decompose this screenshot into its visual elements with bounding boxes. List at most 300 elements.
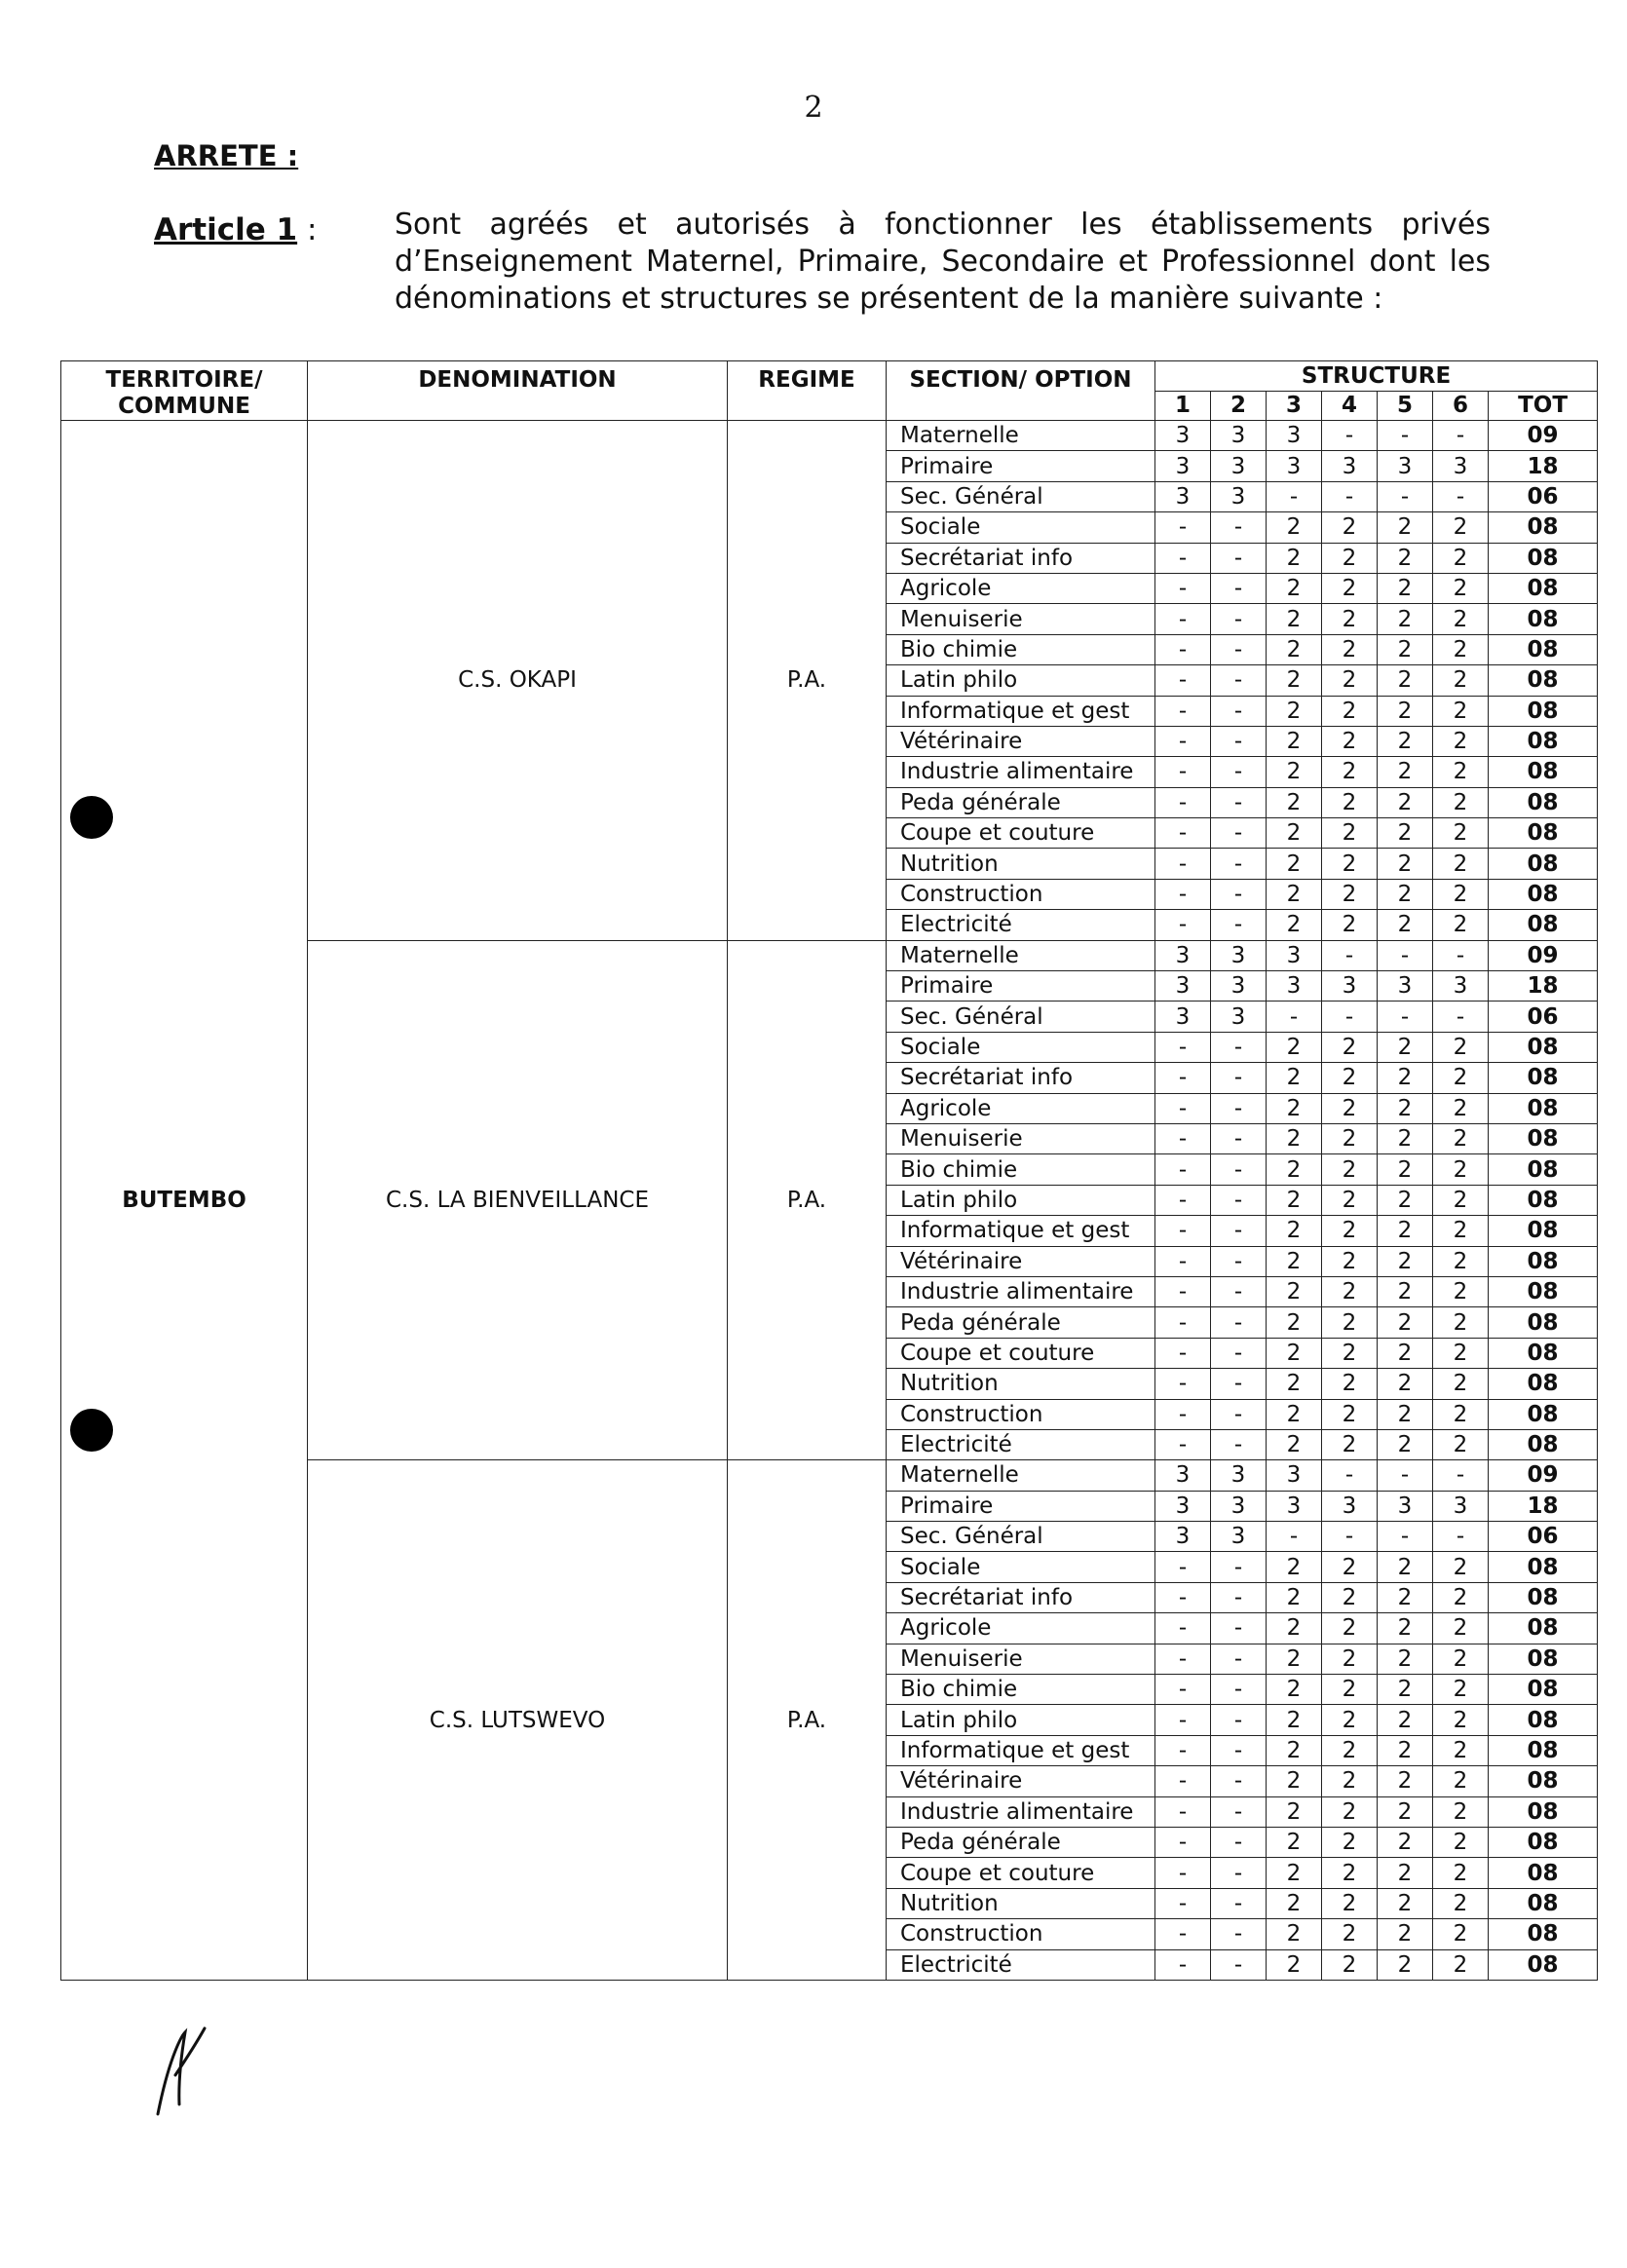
year-3-cell: 2 xyxy=(1267,1185,1322,1215)
total-cell: 08 xyxy=(1489,1123,1598,1153)
year-3-cell: 2 xyxy=(1267,1123,1322,1153)
option-cell: Nutrition xyxy=(887,849,1155,879)
year-4-cell: 2 xyxy=(1322,1123,1378,1153)
year-6-cell: 2 xyxy=(1433,1735,1489,1765)
year-4-cell: 2 xyxy=(1322,1796,1378,1827)
year-2-cell: - xyxy=(1211,1827,1267,1857)
year-1-cell: - xyxy=(1155,634,1211,664)
year-4-cell: 2 xyxy=(1322,757,1378,787)
total-cell: 08 xyxy=(1489,1032,1598,1062)
option-cell: Informatique et gest xyxy=(887,1735,1155,1765)
option-cell: Secrétariat info xyxy=(887,543,1155,573)
year-6-cell: 2 xyxy=(1433,634,1489,664)
year-2-cell: 3 xyxy=(1211,1460,1267,1491)
total-cell: 08 xyxy=(1489,1827,1598,1857)
year-3-cell: 2 xyxy=(1267,818,1322,849)
year-4-cell: 2 xyxy=(1322,1949,1378,1980)
year-5-cell: 2 xyxy=(1378,726,1433,756)
year-5-cell: 2 xyxy=(1378,757,1433,787)
year-6-cell: 2 xyxy=(1433,1766,1489,1796)
year-3-cell: 2 xyxy=(1267,1307,1322,1338)
option-cell: Vétérinaire xyxy=(887,1246,1155,1276)
year-3-cell: 2 xyxy=(1267,573,1322,603)
year-6-cell: 2 xyxy=(1433,1827,1489,1857)
total-cell: 08 xyxy=(1489,1338,1598,1368)
option-cell: Nutrition xyxy=(887,1369,1155,1399)
year-6-cell: 2 xyxy=(1433,757,1489,787)
year-4-cell: 3 xyxy=(1322,1491,1378,1521)
year-1-cell: 3 xyxy=(1155,1522,1211,1552)
school-name-cell: C.S. LUTSWEVO xyxy=(308,1460,728,1981)
header-territoire: TERRITOIRE/ COMMUNE xyxy=(61,361,308,421)
year-6-cell: 2 xyxy=(1433,573,1489,603)
total-cell: 08 xyxy=(1489,1154,1598,1185)
year-6-cell: 2 xyxy=(1433,1888,1489,1918)
year-5-cell: 2 xyxy=(1378,1613,1433,1644)
year-5-cell: 2 xyxy=(1378,787,1433,817)
year-3-cell: 2 xyxy=(1267,910,1322,940)
total-cell: 09 xyxy=(1489,421,1598,451)
header-year-2: 2 xyxy=(1211,391,1267,421)
year-3-cell: 2 xyxy=(1267,757,1322,787)
year-2-cell: - xyxy=(1211,573,1267,603)
year-1-cell: - xyxy=(1155,849,1211,879)
regime-cell: P.A. xyxy=(728,421,887,941)
year-6-cell: 2 xyxy=(1433,1644,1489,1674)
year-4-cell: 2 xyxy=(1322,1369,1378,1399)
year-5-cell: - xyxy=(1378,1460,1433,1491)
school-name-cell: C.S. LA BIENVEILLANCE xyxy=(308,940,728,1460)
total-cell: 08 xyxy=(1489,604,1598,634)
year-2-cell: 3 xyxy=(1211,451,1267,481)
year-5-cell: 3 xyxy=(1378,971,1433,1002)
option-cell: Secrétariat info xyxy=(887,1582,1155,1612)
year-4-cell: 2 xyxy=(1322,1766,1378,1796)
total-cell: 08 xyxy=(1489,1582,1598,1612)
year-5-cell: 2 xyxy=(1378,1949,1433,1980)
year-3-cell: 2 xyxy=(1267,1582,1322,1612)
year-1-cell: - xyxy=(1155,757,1211,787)
year-3-cell: 2 xyxy=(1267,1338,1322,1368)
option-cell: Nutrition xyxy=(887,1888,1155,1918)
year-4-cell: 2 xyxy=(1322,1888,1378,1918)
year-3-cell: 2 xyxy=(1267,1063,1322,1093)
year-2-cell: 3 xyxy=(1211,1522,1267,1552)
year-1-cell: - xyxy=(1155,1735,1211,1765)
year-4-cell: 2 xyxy=(1322,818,1378,849)
header-year-4: 4 xyxy=(1322,391,1378,421)
total-cell: 08 xyxy=(1489,1552,1598,1582)
year-6-cell: 2 xyxy=(1433,1429,1489,1459)
option-cell: Peda générale xyxy=(887,1827,1155,1857)
option-cell: Menuiserie xyxy=(887,604,1155,634)
total-cell: 06 xyxy=(1489,481,1598,511)
option-cell: Primaire xyxy=(887,451,1155,481)
year-1-cell: - xyxy=(1155,1644,1211,1674)
year-1-cell: - xyxy=(1155,726,1211,756)
total-cell: 08 xyxy=(1489,1216,1598,1246)
year-4-cell: - xyxy=(1322,421,1378,451)
year-4-cell: 2 xyxy=(1322,1675,1378,1705)
year-1-cell: - xyxy=(1155,1063,1211,1093)
total-cell: 08 xyxy=(1489,1613,1598,1644)
year-1-cell: - xyxy=(1155,1216,1211,1246)
year-2-cell: - xyxy=(1211,1154,1267,1185)
year-1-cell: 3 xyxy=(1155,421,1211,451)
year-3-cell: 3 xyxy=(1267,451,1322,481)
total-cell: 08 xyxy=(1489,543,1598,573)
option-cell: Agricole xyxy=(887,573,1155,603)
total-cell: 08 xyxy=(1489,849,1598,879)
year-5-cell: 2 xyxy=(1378,1675,1433,1705)
header-tot: TOT xyxy=(1489,391,1598,421)
year-5-cell: 2 xyxy=(1378,1644,1433,1674)
total-cell: 08 xyxy=(1489,1185,1598,1215)
year-4-cell: 2 xyxy=(1322,573,1378,603)
total-cell: 08 xyxy=(1489,787,1598,817)
year-5-cell: 2 xyxy=(1378,1185,1433,1215)
year-3-cell: 2 xyxy=(1267,1705,1322,1735)
year-4-cell: 2 xyxy=(1322,665,1378,696)
year-5-cell: 2 xyxy=(1378,1063,1433,1093)
year-5-cell: 2 xyxy=(1378,1796,1433,1827)
year-6-cell: 2 xyxy=(1433,1675,1489,1705)
year-1-cell: - xyxy=(1155,1369,1211,1399)
year-1-cell: 3 xyxy=(1155,940,1211,970)
year-2-cell: - xyxy=(1211,849,1267,879)
year-3-cell: 3 xyxy=(1267,1460,1322,1491)
year-1-cell: 3 xyxy=(1155,481,1211,511)
year-4-cell: 2 xyxy=(1322,1154,1378,1185)
year-4-cell: 2 xyxy=(1322,787,1378,817)
year-6-cell: 2 xyxy=(1433,1093,1489,1123)
year-5-cell: - xyxy=(1378,1522,1433,1552)
year-4-cell: 2 xyxy=(1322,849,1378,879)
year-1-cell: - xyxy=(1155,1796,1211,1827)
year-2-cell: 3 xyxy=(1211,971,1267,1002)
option-cell: Industrie alimentaire xyxy=(887,757,1155,787)
year-3-cell: 3 xyxy=(1267,1491,1322,1521)
option-cell: Menuiserie xyxy=(887,1123,1155,1153)
year-2-cell: - xyxy=(1211,910,1267,940)
year-3-cell: 2 xyxy=(1267,1399,1322,1429)
option-cell: Maternelle xyxy=(887,421,1155,451)
year-5-cell: 2 xyxy=(1378,1093,1433,1123)
option-cell: Latin philo xyxy=(887,1185,1155,1215)
header-year-5: 5 xyxy=(1378,391,1433,421)
total-cell: 08 xyxy=(1489,1735,1598,1765)
year-2-cell: - xyxy=(1211,634,1267,664)
year-3-cell: 3 xyxy=(1267,971,1322,1002)
year-5-cell: 2 xyxy=(1378,1766,1433,1796)
year-5-cell: - xyxy=(1378,1002,1433,1032)
year-2-cell: - xyxy=(1211,1888,1267,1918)
article-colon: : xyxy=(297,212,318,247)
year-2-cell: - xyxy=(1211,1276,1267,1306)
year-3-cell: 2 xyxy=(1267,1246,1322,1276)
year-3-cell: 3 xyxy=(1267,940,1322,970)
year-4-cell: 2 xyxy=(1322,1644,1378,1674)
year-3-cell: 2 xyxy=(1267,1369,1322,1399)
option-cell: Sec. Général xyxy=(887,1522,1155,1552)
option-cell: Electricité xyxy=(887,1429,1155,1459)
option-cell: Coupe et couture xyxy=(887,1338,1155,1368)
option-cell: Sec. Général xyxy=(887,1002,1155,1032)
year-6-cell: 2 xyxy=(1433,1369,1489,1399)
total-cell: 08 xyxy=(1489,1675,1598,1705)
year-1-cell: - xyxy=(1155,1399,1211,1429)
option-cell: Secrétariat info xyxy=(887,1063,1155,1093)
year-3-cell: 2 xyxy=(1267,604,1322,634)
year-1-cell: 3 xyxy=(1155,1460,1211,1491)
year-3-cell: 2 xyxy=(1267,1216,1322,1246)
option-cell: Maternelle xyxy=(887,1460,1155,1491)
year-2-cell: - xyxy=(1211,1613,1267,1644)
year-3-cell: - xyxy=(1267,1522,1322,1552)
year-1-cell: - xyxy=(1155,1338,1211,1368)
total-cell: 08 xyxy=(1489,818,1598,849)
total-cell: 18 xyxy=(1489,451,1598,481)
option-cell: Informatique et gest xyxy=(887,1216,1155,1246)
year-6-cell: 2 xyxy=(1433,1246,1489,1276)
heading-arrete: ARRETE : xyxy=(154,139,299,172)
year-4-cell: - xyxy=(1322,1522,1378,1552)
year-2-cell: - xyxy=(1211,1399,1267,1429)
territoire-cell: BUTEMBO xyxy=(61,421,308,1981)
year-3-cell: 2 xyxy=(1267,634,1322,664)
regime-cell: P.A. xyxy=(728,1460,887,1981)
year-6-cell: 2 xyxy=(1433,818,1489,849)
year-2-cell: - xyxy=(1211,1919,1267,1949)
year-4-cell: 2 xyxy=(1322,696,1378,726)
year-4-cell: 2 xyxy=(1322,1735,1378,1765)
option-cell: Maternelle xyxy=(887,940,1155,970)
year-1-cell: - xyxy=(1155,1307,1211,1338)
year-1-cell: - xyxy=(1155,1582,1211,1612)
year-4-cell: 2 xyxy=(1322,1919,1378,1949)
year-5-cell: 3 xyxy=(1378,451,1433,481)
option-cell: Primaire xyxy=(887,971,1155,1002)
option-cell: Coupe et couture xyxy=(887,818,1155,849)
year-1-cell: - xyxy=(1155,879,1211,909)
year-6-cell: 2 xyxy=(1433,543,1489,573)
total-cell: 08 xyxy=(1489,1399,1598,1429)
year-1-cell: 3 xyxy=(1155,451,1211,481)
year-4-cell: - xyxy=(1322,481,1378,511)
year-6-cell: 2 xyxy=(1433,1276,1489,1306)
year-2-cell: - xyxy=(1211,1246,1267,1276)
year-6-cell: 2 xyxy=(1433,1154,1489,1185)
year-6-cell: - xyxy=(1433,421,1489,451)
year-1-cell: - xyxy=(1155,1949,1211,1980)
year-2-cell: - xyxy=(1211,1675,1267,1705)
year-4-cell: 2 xyxy=(1322,1705,1378,1735)
header-regime: REGIME xyxy=(728,361,887,421)
year-5-cell: 2 xyxy=(1378,1735,1433,1765)
total-cell: 08 xyxy=(1489,879,1598,909)
year-6-cell: - xyxy=(1433,940,1489,970)
year-3-cell: 2 xyxy=(1267,1552,1322,1582)
year-6-cell: 2 xyxy=(1433,1307,1489,1338)
year-1-cell: - xyxy=(1155,1827,1211,1857)
year-5-cell: 2 xyxy=(1378,1216,1433,1246)
option-cell: Peda générale xyxy=(887,1307,1155,1338)
total-cell: 08 xyxy=(1489,573,1598,603)
year-1-cell: - xyxy=(1155,1919,1211,1949)
year-2-cell: 3 xyxy=(1211,1491,1267,1521)
year-6-cell: 2 xyxy=(1433,1949,1489,1980)
year-2-cell: - xyxy=(1211,1307,1267,1338)
article-label xyxy=(154,212,317,247)
option-cell: Electricité xyxy=(887,910,1155,940)
header-year-3: 3 xyxy=(1267,391,1322,421)
year-3-cell: 2 xyxy=(1267,849,1322,879)
year-3-cell: 2 xyxy=(1267,1858,1322,1888)
year-6-cell: 2 xyxy=(1433,1032,1489,1062)
year-6-cell: 2 xyxy=(1433,665,1489,696)
table-row xyxy=(61,421,1598,451)
year-2-cell: - xyxy=(1211,879,1267,909)
year-2-cell: - xyxy=(1211,1032,1267,1062)
total-cell: 08 xyxy=(1489,1246,1598,1276)
year-6-cell: - xyxy=(1433,1002,1489,1032)
year-4-cell: 2 xyxy=(1322,1246,1378,1276)
total-cell: 06 xyxy=(1489,1002,1598,1032)
year-2-cell: - xyxy=(1211,512,1267,543)
option-cell: Sec. Général xyxy=(887,481,1155,511)
year-4-cell: 2 xyxy=(1322,634,1378,664)
year-5-cell: 2 xyxy=(1378,1552,1433,1582)
year-4-cell: 2 xyxy=(1322,1613,1378,1644)
year-3-cell: 2 xyxy=(1267,1429,1322,1459)
year-1-cell: - xyxy=(1155,1705,1211,1735)
option-cell: Menuiserie xyxy=(887,1644,1155,1674)
year-6-cell: 2 xyxy=(1433,879,1489,909)
year-4-cell: 3 xyxy=(1322,971,1378,1002)
year-5-cell: 2 xyxy=(1378,818,1433,849)
option-cell: Industrie alimentaire xyxy=(887,1276,1155,1306)
year-2-cell: - xyxy=(1211,1949,1267,1980)
year-6-cell: 2 xyxy=(1433,1613,1489,1644)
header-denomination: DENOMINATION xyxy=(308,361,728,421)
year-3-cell: 2 xyxy=(1267,879,1322,909)
year-4-cell: 2 xyxy=(1322,1093,1378,1123)
total-cell: 08 xyxy=(1489,1705,1598,1735)
year-2-cell: - xyxy=(1211,1552,1267,1582)
total-cell: 08 xyxy=(1489,1093,1598,1123)
year-5-cell: 2 xyxy=(1378,634,1433,664)
year-1-cell: - xyxy=(1155,604,1211,634)
year-3-cell: - xyxy=(1267,481,1322,511)
year-2-cell: - xyxy=(1211,1093,1267,1123)
option-cell: Construction xyxy=(887,1399,1155,1429)
total-cell: 09 xyxy=(1489,940,1598,970)
year-6-cell: 2 xyxy=(1433,1582,1489,1612)
total-cell: 08 xyxy=(1489,512,1598,543)
year-2-cell: - xyxy=(1211,1185,1267,1215)
year-1-cell: - xyxy=(1155,1276,1211,1306)
year-5-cell: 2 xyxy=(1378,1582,1433,1612)
year-5-cell: 2 xyxy=(1378,1919,1433,1949)
year-4-cell: 2 xyxy=(1322,604,1378,634)
year-6-cell: 2 xyxy=(1433,1552,1489,1582)
year-5-cell: 2 xyxy=(1378,1858,1433,1888)
year-2-cell: - xyxy=(1211,1858,1267,1888)
year-2-cell: - xyxy=(1211,1766,1267,1796)
total-cell: 18 xyxy=(1489,971,1598,1002)
year-5-cell: 2 xyxy=(1378,696,1433,726)
year-4-cell: - xyxy=(1322,940,1378,970)
year-5-cell: 2 xyxy=(1378,1888,1433,1918)
year-2-cell: - xyxy=(1211,665,1267,696)
year-1-cell: - xyxy=(1155,573,1211,603)
year-6-cell: 2 xyxy=(1433,1123,1489,1153)
total-cell: 08 xyxy=(1489,757,1598,787)
year-3-cell: 2 xyxy=(1267,1644,1322,1674)
year-3-cell: 2 xyxy=(1267,726,1322,756)
year-2-cell: 3 xyxy=(1211,421,1267,451)
year-5-cell: - xyxy=(1378,481,1433,511)
year-4-cell: 2 xyxy=(1322,1399,1378,1429)
year-3-cell: 2 xyxy=(1267,1827,1322,1857)
year-6-cell: - xyxy=(1433,481,1489,511)
total-cell: 08 xyxy=(1489,634,1598,664)
year-2-cell: - xyxy=(1211,1582,1267,1612)
year-4-cell: - xyxy=(1322,1002,1378,1032)
year-3-cell: 2 xyxy=(1267,1949,1322,1980)
year-1-cell: - xyxy=(1155,818,1211,849)
year-6-cell: 2 xyxy=(1433,1338,1489,1368)
year-3-cell: 2 xyxy=(1267,1154,1322,1185)
total-cell: 08 xyxy=(1489,1307,1598,1338)
option-cell: Latin philo xyxy=(887,1705,1155,1735)
option-cell: Bio chimie xyxy=(887,634,1155,664)
year-1-cell: - xyxy=(1155,1552,1211,1582)
year-2-cell: - xyxy=(1211,1369,1267,1399)
option-cell: Agricole xyxy=(887,1613,1155,1644)
year-4-cell: 2 xyxy=(1322,910,1378,940)
total-cell: 08 xyxy=(1489,1919,1598,1949)
year-5-cell: 2 xyxy=(1378,512,1433,543)
year-6-cell: 2 xyxy=(1433,1216,1489,1246)
year-2-cell: - xyxy=(1211,1123,1267,1153)
year-4-cell: 2 xyxy=(1322,1582,1378,1612)
option-cell: Agricole xyxy=(887,1093,1155,1123)
year-6-cell: 2 xyxy=(1433,1705,1489,1735)
year-1-cell: - xyxy=(1155,1675,1211,1705)
total-cell: 08 xyxy=(1489,1766,1598,1796)
year-6-cell: - xyxy=(1433,1460,1489,1491)
year-1-cell: - xyxy=(1155,1888,1211,1918)
year-3-cell: 3 xyxy=(1267,421,1322,451)
header-structure: STRUCTURE xyxy=(1155,361,1598,392)
year-1-cell: - xyxy=(1155,1032,1211,1062)
year-1-cell: 3 xyxy=(1155,1002,1211,1032)
regime-cell: P.A. xyxy=(728,940,887,1460)
year-3-cell: 2 xyxy=(1267,1919,1322,1949)
year-4-cell: 2 xyxy=(1322,726,1378,756)
year-4-cell: 2 xyxy=(1322,512,1378,543)
total-cell: 08 xyxy=(1489,1369,1598,1399)
total-cell: 08 xyxy=(1489,1888,1598,1918)
year-6-cell: 2 xyxy=(1433,849,1489,879)
option-cell: Peda générale xyxy=(887,787,1155,817)
option-cell: Sociale xyxy=(887,1032,1155,1062)
year-6-cell: 3 xyxy=(1433,451,1489,481)
year-1-cell: - xyxy=(1155,910,1211,940)
year-2-cell: 3 xyxy=(1211,1002,1267,1032)
year-6-cell: - xyxy=(1433,1522,1489,1552)
